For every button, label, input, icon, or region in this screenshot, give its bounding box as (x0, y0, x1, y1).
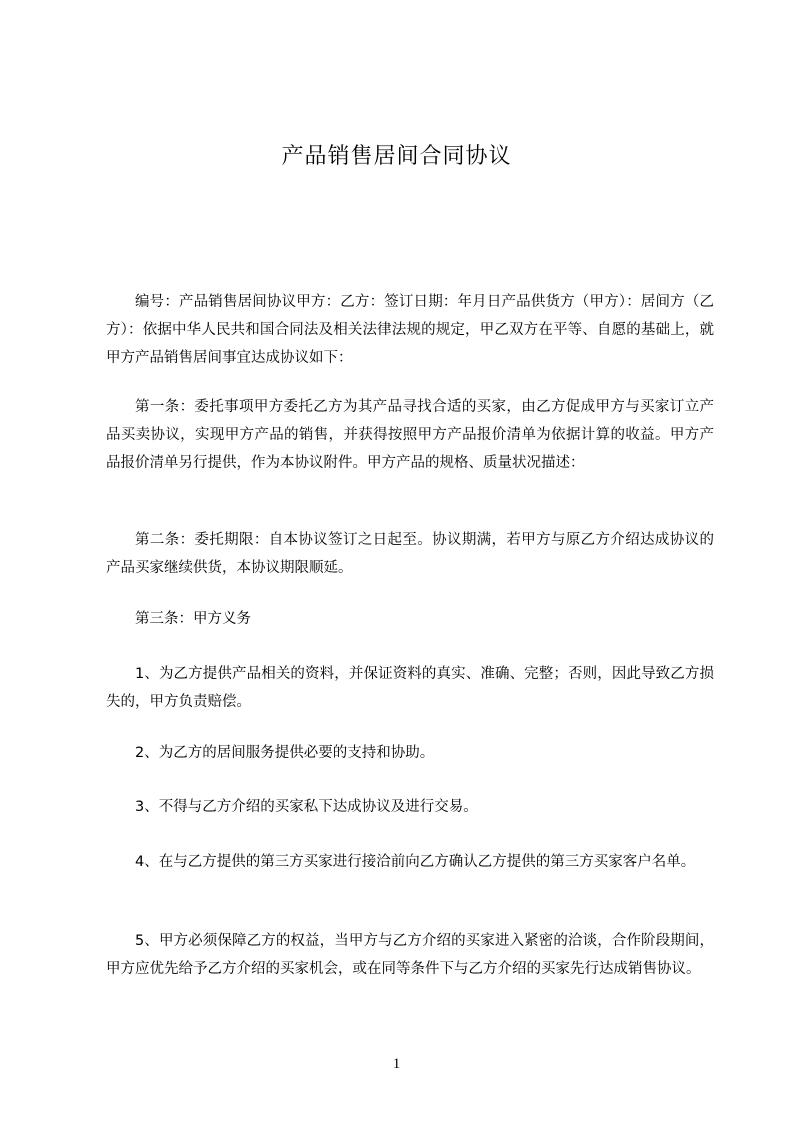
obligation-4-paragraph: 4、在与乙方提供的第三方买家进行接洽前向乙方确认乙方提供的第三方买家客户名单。 (135, 854, 696, 870)
intro-paragraph: 编号：产品销售居间协议甲方：乙方：签订日期：年月日产品供货方（甲方）：居间方（乙方）：依据中华人民共和国合同法及相关法律法规的规定，甲乙双方在平等、自愿的基础上，就甲方产品销售居间事宜达成协议如下： (106, 294, 714, 366)
document-title: 产品销售居间合同协议 (281, 144, 512, 169)
obligation-3-paragraph: 3、不得与乙方介绍的买家私下达成协议及进行交易。 (135, 799, 478, 815)
page-number: 1 (392, 1056, 401, 1072)
article-1-paragraph: 第一条：委托事项甲方委托乙方为其产品寻找合适的买家，由乙方促成甲方与买家订立产品买卖协议，实现甲方产品的销售，并获得按照甲方产品报价清单为依据计算的收益。甲方产品报价清单另行提供，作为本协议附件。甲方产品的规格、质量状况描述： (106, 399, 714, 471)
article-3-heading: 第三条：甲方义务 (135, 611, 251, 627)
obligation-1-paragraph: 1、为乙方提供产品相关的资料，并保证资料的真实、准确、完整；否则，因此导致乙方损失的，甲方负责赔偿。 (106, 666, 714, 710)
article-2-paragraph: 第二条：委托期限：自本协议签订之日起至。协议期满，若甲方与原乙方介绍达成协议的产品买家继续供货，本协议期限顺延。 (106, 532, 714, 576)
obligation-2-paragraph: 2、为乙方的居间服务提供必要的支持和协助。 (135, 745, 435, 761)
obligation-5-paragraph: 5、甲方必须保障乙方的权益，当甲方与乙方介绍的买家进入紧密的洽谈，合作阶段期间，甲方应优先给予乙方介绍的买家机会，或在同等条件下与乙方介绍的买家先行达成销售协议。 (106, 933, 714, 977)
